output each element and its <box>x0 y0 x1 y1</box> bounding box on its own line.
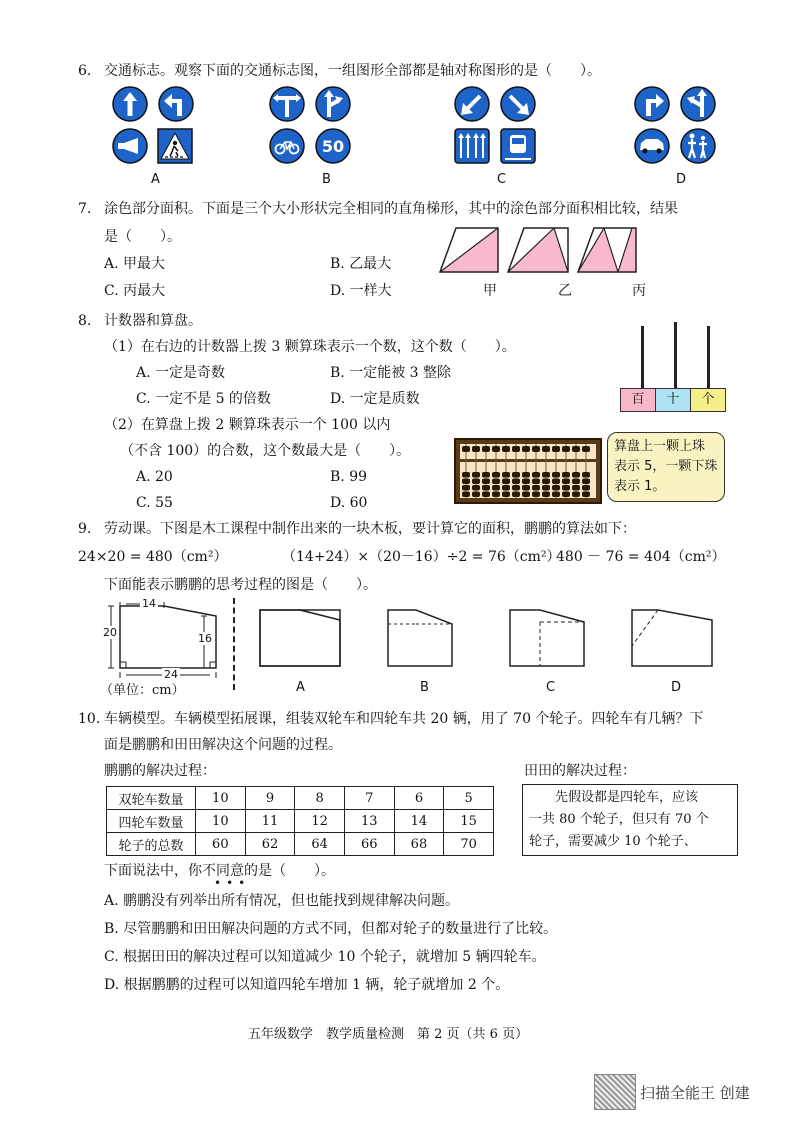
q10-option-b: B. 尽管鹏鹏和田田解决问题的方式不同，但都对轮子的数量进行了比较。 <box>104 921 558 937</box>
table-cell: 7 <box>344 787 394 810</box>
abacus-lower-bead <box>462 472 470 478</box>
q10-option-a: A. 鹏鹏没有列举出所有情况，但也能找到规律解决问题。 <box>104 893 460 909</box>
q10-question: 下面说法中，你不同意的是（ ）。 <box>104 863 335 879</box>
bubble-line-2: 表示 5，一颗下珠 <box>614 459 718 474</box>
abacus-lower-bead <box>562 485 570 491</box>
q9-option-a: A <box>296 680 305 695</box>
q9-formula-1: 24×20 = 480（cm²） <box>78 549 228 565</box>
abacus-upper-bead <box>582 446 590 452</box>
q6-number: 6. <box>78 63 92 79</box>
scanner-logo-icon <box>594 1074 636 1110</box>
abacus-lower-bead <box>552 485 560 491</box>
bus-lane-icon <box>501 129 535 163</box>
trapezoid-yi <box>508 228 568 272</box>
figure-d <box>632 610 712 666</box>
abacus-lower-bead <box>502 479 510 485</box>
figure-b <box>388 610 452 666</box>
q8-part2-option-d: D. 60 <box>330 495 368 511</box>
q10-text-line1: 车辆模型。车辆模型拓展课，组装双轮车和四轮车共 20 辆，用了 70 个轮子。四轮车有几辆？下 <box>104 711 704 727</box>
abacus-upper-bead <box>492 446 500 452</box>
abacus-lower-bead <box>552 492 560 498</box>
abacus-lower-bead <box>572 485 580 491</box>
abacus-upper-bead <box>552 446 560 452</box>
q10-option-c: C. 根据田田的解决过程可以知道减少 10 个轮子，就增加 5 辆四轮车。 <box>104 949 546 965</box>
traffic-sign-group-c <box>452 86 542 166</box>
table-cell: 13 <box>344 810 394 833</box>
q9-option-d: D <box>671 680 682 695</box>
counter-rod-ones <box>707 326 710 388</box>
abacus-upper-bead <box>462 446 470 452</box>
abacus-lower-bead <box>542 472 550 478</box>
abacus-lower-bead <box>492 479 500 485</box>
counter-label-hundreds: 百 <box>620 388 656 412</box>
abacus-lower-bead <box>532 472 540 478</box>
abacus-lower-bead <box>522 485 530 491</box>
traffic-sign-group-a <box>110 86 200 166</box>
table-row-header: 四轮车数量 <box>107 810 196 833</box>
abacus-lower-bead <box>522 479 530 485</box>
abacus-hint-bubble <box>607 432 725 502</box>
q8-part1-option-a: A. 一定是奇数 <box>136 365 226 381</box>
table-cell: 10 <box>196 787 246 810</box>
abacus-lower-bead <box>492 472 500 478</box>
abacus-lower-bead <box>552 479 560 485</box>
pedestrian-crossing-icon <box>158 129 192 163</box>
trapezoid-jia <box>440 227 498 272</box>
table-cell: 11 <box>245 810 295 833</box>
abacus-lower-bead <box>472 479 480 485</box>
abacus-lower-bead <box>582 479 590 485</box>
abacus-lower-bead <box>512 492 520 498</box>
trapezoid-bing <box>578 228 636 272</box>
table-row-header: 轮子的总数 <box>107 833 196 856</box>
q9-divider <box>233 598 235 690</box>
counter-rod-hundreds <box>641 326 644 388</box>
abacus-lower-bead <box>532 479 540 485</box>
q10-text-line2: 面是鹏鹏和田田解决这个问题的过程。 <box>104 737 342 753</box>
dim-bottom: 24 <box>164 668 178 681</box>
q9-formula-3: 480 － 76 = 404（cm²） <box>556 549 726 565</box>
abacus-lower-bead <box>552 472 560 478</box>
abacus-upper-bead <box>562 446 570 452</box>
abacus-lower-bead <box>512 485 520 491</box>
tiantian-line-1: 先假设都是四轮车，应该 <box>555 790 699 805</box>
bicycle-icon <box>270 129 304 163</box>
abacus-lower-bead <box>532 492 540 498</box>
q8-part2-line1: （2）在算盘上拨 2 颗算珠表示一个 100 以内 <box>104 417 391 433</box>
q7-text-line1: 涂色部分面积。下面是三个大小形状完全相同的直角梯形，其中的涂色部分面积相比较，结果 <box>104 201 678 217</box>
pengpeng-table <box>106 786 494 856</box>
table-cell: 64 <box>295 833 345 856</box>
abacus-upper-bead <box>542 446 550 452</box>
q10-number: 10. <box>78 711 101 727</box>
q8-part2-line2: （不含 100）的合数，这个数最大是（ ）。 <box>120 443 411 459</box>
lane-arrows-icon <box>455 129 489 163</box>
abacus-upper-bead <box>482 446 490 452</box>
q9-question: 下面能表示鹏鹏的思考过程的图是（ ）。 <box>104 577 377 593</box>
q6-text: 交通标志。观察下面的交通标志图，一组图形全部都是轴对称图形的是（ ）。 <box>104 63 601 79</box>
horn-icon <box>113 129 147 163</box>
table-cell: 10 <box>196 810 246 833</box>
abacus-upper-bead <box>512 446 520 452</box>
abacus-lower-bead <box>532 485 540 491</box>
abacus-lower-bead <box>542 492 550 498</box>
q9-option-c: C <box>546 680 556 695</box>
q8-part1-option-c: C. 一定不是 5 的倍数 <box>136 391 271 407</box>
tiantian-line-2: 一共 80 个轮子，但只有 70 个 <box>529 812 709 827</box>
q8-part2-option-c: C. 55 <box>136 495 173 511</box>
bubble-line-3: 表示 1。 <box>614 479 666 494</box>
q7-number: 7. <box>78 201 92 217</box>
q8-part1-option-d: D. 一定是质数 <box>330 391 420 407</box>
abacus-lower-bead <box>482 472 490 478</box>
abacus-lower-bead <box>492 485 500 491</box>
abacus-lower-bead <box>482 479 490 485</box>
abacus-lower-bead <box>482 485 490 491</box>
abacus-upper-bead <box>502 446 510 452</box>
table-cell: 60 <box>196 833 246 856</box>
figure-c <box>510 610 584 666</box>
q8-part1: （1）在右边的计数器上拨 3 颗算珠表示一个数，这个数（ ）。 <box>104 339 516 355</box>
dim-left: 20 <box>103 626 117 639</box>
q6-option-d: D <box>676 172 687 187</box>
q8-title: 计数器和算盘。 <box>104 313 202 329</box>
keep-left-arrow-icon <box>455 87 489 121</box>
abacus-lower-bead <box>502 485 510 491</box>
watermark-text: 扫描全能王 创建 <box>640 1084 750 1102</box>
abacus-lower-bead <box>542 485 550 491</box>
table-row-header: 双轮车数量 <box>107 787 196 810</box>
pengpeng-title: 鹏鹏的解决过程： <box>104 763 216 779</box>
table-cell: 12 <box>295 810 345 833</box>
abacus-lower-bead <box>482 492 490 498</box>
abacus-upper-bead <box>572 446 580 452</box>
straight-left-right-icon <box>270 87 304 121</box>
traffic-sign-group-d <box>632 86 722 166</box>
dim-top: 14 <box>142 597 156 610</box>
trapezoid-label-bing: 丙 <box>632 283 646 299</box>
abacus-lower-bead <box>562 479 570 485</box>
q9-option-b: B <box>420 680 429 695</box>
abacus-lower-bead <box>492 492 500 498</box>
trapezoid-figures <box>438 224 638 280</box>
left-turn-arrow-icon <box>159 87 193 121</box>
q7-option-b: B. 乙最大 <box>330 256 392 272</box>
q7-text-line2: 是（ ）。 <box>104 229 181 245</box>
q9-unit: （单位：cm） <box>100 683 185 698</box>
abacus-lower-bead <box>572 492 580 498</box>
table-cell: 8 <box>295 787 345 810</box>
abacus-lower-bead <box>582 492 590 498</box>
straight-arrow-icon <box>113 87 147 121</box>
table-cell: 5 <box>444 787 494 810</box>
abacus-lower-bead <box>472 472 480 478</box>
speed-limit-50-sign <box>316 129 350 163</box>
q6-option-c: C <box>497 172 507 187</box>
abacus-lower-bead <box>582 485 590 491</box>
straight-right-turn-icon <box>316 87 350 121</box>
figure-a <box>260 610 340 666</box>
bubble-line-1: 算盘上一颗上珠 <box>614 439 706 454</box>
q9-number: 9. <box>78 521 92 537</box>
q6-option-a: A <box>151 172 160 187</box>
abacus-lower-bead <box>502 472 510 478</box>
abacus-lower-bead <box>512 472 520 478</box>
abacus-lower-bead <box>562 492 570 498</box>
q7-option-a: A. 甲最大 <box>104 256 166 272</box>
car-icon <box>635 129 669 163</box>
page-footer: 五年级数学 教学质量检测 第 2 页（共 6 页） <box>248 1027 529 1042</box>
abacus-lower-bead <box>572 472 580 478</box>
abacus-lower-bead <box>582 472 590 478</box>
q7-option-d: D. 一样大 <box>330 283 392 299</box>
table-row <box>107 787 494 810</box>
q9-option-figures <box>256 606 726 676</box>
counter-label-tens: 十 <box>655 388 691 412</box>
abacus-lower-bead <box>522 492 530 498</box>
abacus-lower-bead <box>562 472 570 478</box>
q8-part2-option-b: B. 99 <box>330 469 368 485</box>
tiantian-process-box <box>522 784 738 856</box>
counter-rod-tens <box>674 322 677 388</box>
abacus-lower-bead <box>462 492 470 498</box>
q8-part1-option-b: B. 一定能被 3 整除 <box>330 365 451 381</box>
table-row <box>107 810 494 833</box>
q8-number: 8. <box>78 313 92 329</box>
speed-limit-value: 50 <box>321 137 345 156</box>
q9-formula-2: （14+24）×（20－16）÷2 = 76（cm²） <box>282 549 561 565</box>
pedestrians-icon <box>681 129 715 163</box>
table-cell: 15 <box>444 810 494 833</box>
trapezoid-label-jia: 甲 <box>483 283 497 299</box>
tiantian-line-3: 轮子，需要减少 10 个轮子、 <box>529 834 697 849</box>
abacus-lower-bead <box>462 479 470 485</box>
table-cell: 70 <box>444 833 494 856</box>
q9-text: 劳动课。下图是木工课程中制作出来的一块木板，要计算它的面积，鹏鹏的算法如下： <box>104 521 636 537</box>
bead-counter <box>620 322 730 412</box>
table-cell: 62 <box>245 833 295 856</box>
q10-option-d: D. 根据鹏鹏的过程可以知道四轮车增加 1 辆，轮子就增加 2 个。 <box>104 977 510 993</box>
abacus-upper-bead <box>532 446 540 452</box>
abacus-upper-bead <box>522 446 530 452</box>
abacus-lower-bead <box>472 492 480 498</box>
abacus-lower-bead <box>462 485 470 491</box>
abacus-lower-bead <box>472 485 480 491</box>
abacus-lower-bead <box>502 492 510 498</box>
emphasis-dots: ••• <box>214 876 251 890</box>
table-cell: 66 <box>344 833 394 856</box>
abacus <box>454 438 602 504</box>
keep-right-arrow-icon <box>501 87 535 121</box>
q8-part2-option-a: A. 20 <box>136 469 173 485</box>
table-cell: 9 <box>245 787 295 810</box>
abacus-lower-bead <box>512 479 520 485</box>
q6-option-b: B <box>322 172 331 187</box>
abacus-upper-bead <box>472 446 480 452</box>
table-cell: 68 <box>394 833 444 856</box>
dim-right: 16 <box>198 632 212 645</box>
abacus-lower-bead <box>542 479 550 485</box>
table-cell: 14 <box>394 810 444 833</box>
abacus-lower-bead <box>572 479 580 485</box>
q7-option-c: C. 丙最大 <box>104 283 166 299</box>
trapezoid-label-yi: 乙 <box>558 283 572 299</box>
abacus-lower-bead <box>522 472 530 478</box>
table-row <box>107 833 494 856</box>
counter-label-ones: 个 <box>690 388 726 412</box>
table-cell: 6 <box>394 787 444 810</box>
left-straight-arrow-icon <box>681 87 715 121</box>
tiantian-title: 田田的解决过程： <box>524 763 636 779</box>
right-turn-arrow-icon <box>635 87 669 121</box>
traffic-sign-group-b <box>267 86 357 166</box>
